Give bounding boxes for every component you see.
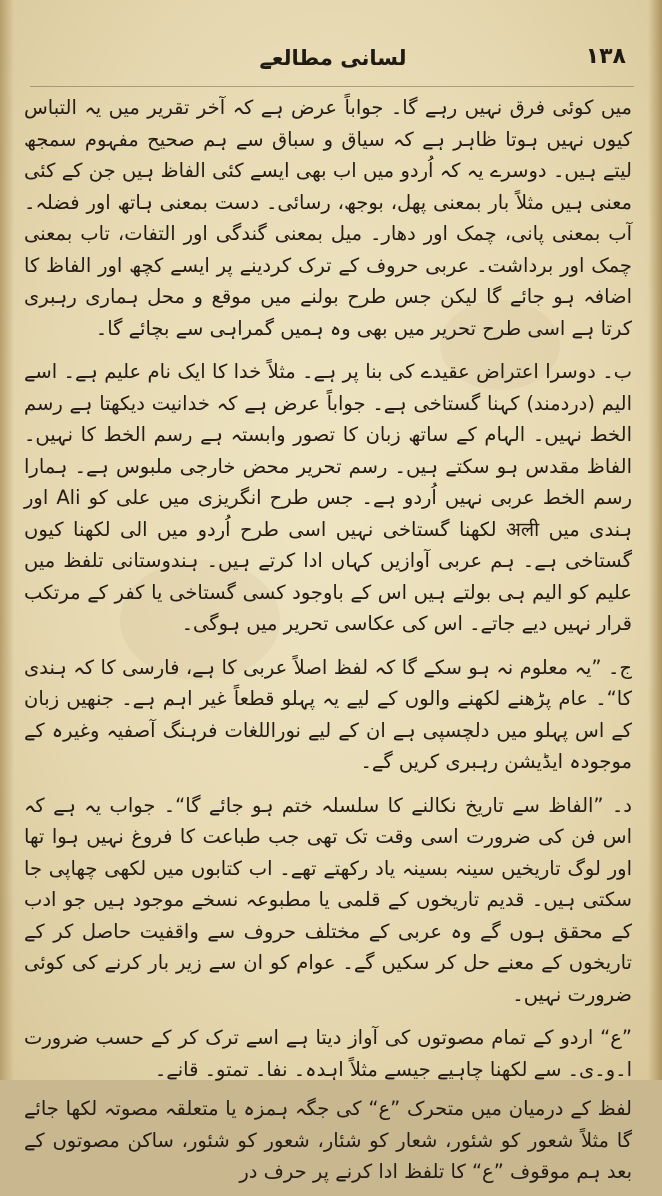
paragraph-b: ب۔ دوسرا اعتراض عقیدے کی بنا پر ہے۔ مثلاً خدا کا ایک نام علیم ہے۔ اسے الیم (دردمند) کہنا گستاخی ہے۔ جواباً عرض ہے کہ خدانیت دیکھتا ہے رسم الخط نہیں۔ الہام کے ساتھ زبان کا تصور وابستہ ہے رسم الخط کا نہیں۔ الفاظ مقدس ہو سکتے ہیں۔ رسم تحریر محض خارجی ملبوس ہے۔ ہمارا رسم الخط عربی نہیں اُردو ہے۔ جس طرح انگریزی میں علی کو Ali اور ہندی میں अली لکھنا گستاخی نہیں اسی طرح اُردو میں الی لکھنا کیوں گستاخی ہے۔ ہم عربی آوازیں کہاں ادا کرتے ہیں۔ ہندوستانی تلفظ میں علیم کو الیم ہی بولتے ہیں اس کے باوجود کسی گستاخی یا کفر کے مرتکب قرار نہیں دیے جاتے۔ اس کی عکاسی تحریر میں ہوگی۔	[24, 360, 633, 635]
paragraph-ain: ”ع“ اردو کے تمام مصوتوں کی آواز دیتا ہے اسے ترک کر کے حسب ضرورت ا۔و۔ی۔ سے لکھنا چاہیے جیسے مثلاً اہدہ۔ نفا۔ تمتو۔ قانے۔	[24, 1026, 632, 1081]
page-header	[40, 38, 626, 84]
paragraph-intro: میں کوئی فرق نہیں رہے گا۔ جواباً عرض ہے کہ آخر تقریر میں یہ التباس کیوں نہیں ہوتا ظاہر ہے کہ سیاق و سباق سے ہم صحیح مفہوم سمجھ لیتے ہیں۔ دوسرے یہ کہ اُردو میں اب بھی ایسے کئی الفاظ ہیں جن کے کئی معنی ہیں مثلاً بار بمعنی پھل، بوجھ، رسائی۔ دست بمعنی ہاتھ اور فضلہ۔ آب بمعنی پانی، چمک اور دھار۔ میل بمعنی گندگی اور التفات، تاب بمعنی چمک اور برداشت۔ عربی حروف کے ترک کردینے پر ایسے کچھ اور الفاظ کا اضافہ ہو جائے گا لیکن جس طرح بولنے میں موقع و محل ہماری رہبری کرتا ہے اسی طرح تحریر میں بھی وہ ہمیں گمراہی سے بچائے گا۔	[24, 96, 632, 340]
page-shadow-left	[0, 0, 14, 1080]
paragraph-medial-ain: لفظ کے درمیان میں متحرک ”ع“ کی جگہ ہمزہ یا متعلقہ مصوتہ لکھا جائے گا مثلاً شعور کو شئور، شعار کو شئار، شعور کو شئور، ساکن مصوتوں کے بعد ہم موقوف ”ع“ کا تلفظ ادا کرنے پر حرف در	[24, 1097, 632, 1183]
body-text	[24, 92, 632, 1196]
paragraph-d: د۔ ”الفاظ سے تاریخ نکالنے کا سلسلہ ختم ہو جائے گا“۔ جواب یہ ہے کہ اس فن کی ضرورت اسی وقت تک تھی جب طباعت کا فروغ نہیں ہوا تھا اور لوگ تاریخیں سینہ بسینہ یاد رکھتے تھے۔ اب کتابوں میں لکھی چھاپی جا سکتی ہیں۔ قدیم تاریخوں کے قلمی یا مطبوعہ نسخے موجود ہیں جو ادب کے محقق ہوں گے وہ عربی کے مختلف حروف سے واقفیت حاصل کر کے تاریخوں کے معنے حل کر سکیں گے۔ عوام کو ان سے زیر بار کرنے کی کوئی ضرورت نہیں۔	[24, 793, 632, 1006]
running-title: لسانی مطالعے	[259, 46, 407, 70]
page-number: ۱۳۸	[585, 44, 626, 69]
paragraph-j: ج۔ ”یہ معلوم نہ ہو سکے گا کہ لفظ اصلاً عربی کا ہے، فارسی کا کہ ہندی کا“۔ عام پڑھنے لکھنے والوں کے لیے یہ پہلو قطعاً غیر اہم ہے۔ جنھیں زبان کے اس پہلو میں دلچسپی ہے ان کے لیے نوراللغات فرہنگ آصفیہ وغیرہ کے موجودہ ایڈیشن رہبری کریں گے۔	[24, 655, 632, 773]
page-shadow-right	[648, 0, 662, 1080]
header-rule	[30, 86, 634, 87]
